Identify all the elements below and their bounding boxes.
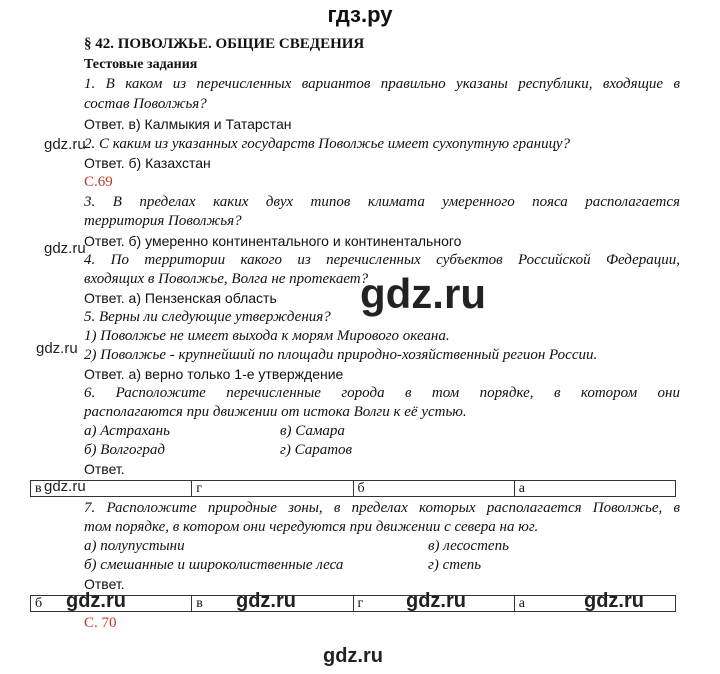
q1-text-line1: 1. В каком из перечисленных вариантов правильно указаны республики, входящие в	[84, 76, 680, 92]
q6-option: г) Саратов	[280, 442, 353, 458]
q5-text: 5. Верны ли следующие утверждения?	[84, 309, 331, 325]
q7-answer-table	[30, 595, 676, 612]
page-reference: С. 70	[84, 615, 117, 631]
watermark: gdz.ru	[236, 590, 296, 612]
table-cell: г	[353, 596, 514, 612]
table-row	[31, 481, 676, 497]
q6-text-line2: располагаются при движении от истока Волги к её устью.	[84, 404, 467, 420]
section-subheading: Тестовые задания	[84, 57, 198, 72]
q1-text-line2: состав Поволжья?	[84, 96, 207, 112]
table-cell: б	[353, 481, 514, 497]
q7-option: г) степь	[428, 557, 482, 573]
watermark: gdz.ru	[584, 590, 644, 612]
table-cell: в	[192, 596, 353, 612]
q4-text-line1: 4. По территории какого из перечисленных субъектов Российской Федерации,	[84, 252, 680, 268]
q5-statement-2: 2) Поволжье - крупнейший по площади природно-хозяйственный регион России.	[84, 347, 598, 363]
q6-option: б) Волгоград	[84, 442, 165, 458]
q2-text: 2. С каким из указанных государств Поволжье имеет сухопутную границу?	[84, 136, 571, 152]
watermark: gdz.ru	[66, 590, 126, 612]
q4-text-line2: входящих в Поволжье, Волга не протекает?	[84, 271, 369, 287]
q6-text-line1: 6. Расположите перечисленные города в том порядке, в котором они	[84, 385, 680, 401]
q7-text-line2: том порядке, в котором они чередуются при движении с севера на юг.	[84, 519, 539, 535]
q4-answer: Ответ. а) Пензенская область	[84, 290, 277, 306]
q6-option: а) Астрахань	[84, 423, 170, 439]
q3-text-line1: 3. В пределах каких двух типов климата умеренного пояса располагается	[84, 194, 680, 210]
watermark: gdz.ru	[406, 590, 466, 612]
watermark: gdz.ru	[323, 645, 383, 667]
q2-answer: Ответ. б) Казахстан	[84, 155, 211, 171]
q6-answer-label: Ответ.	[84, 461, 125, 477]
q6-answer-table	[30, 480, 676, 497]
q3-answer: Ответ. б) умеренно континентального и континентального	[84, 233, 462, 249]
table-row	[31, 596, 676, 612]
site-title: гдз.ру	[327, 2, 393, 27]
table-cell: г	[192, 481, 353, 497]
watermark: gdz.ru	[36, 340, 78, 357]
q3-text-line2: территория Поволжья?	[84, 213, 242, 229]
page-reference: С.69	[84, 174, 113, 190]
page-heading: § 42. ПОВОЛЖЬЕ. ОБЩИЕ СВЕДЕНИЯ	[84, 36, 365, 52]
q7-option: б) смешанные и широколиственные леса	[84, 557, 344, 573]
table-cell: а	[514, 596, 675, 612]
table-cell: а	[514, 481, 675, 497]
table-cell: б	[31, 596, 192, 612]
table-cell: в	[31, 481, 192, 497]
q7-answer-label: Ответ.	[84, 576, 125, 592]
q7-option: а) полупустыни	[84, 538, 185, 554]
q5-statement-1: 1) Поволжье не имеет выхода к морям Мирового океана.	[84, 328, 450, 344]
q6-option: в) Самара	[280, 423, 345, 439]
q5-answer: Ответ. а) верно только 1-е утверждение	[84, 366, 344, 382]
q7-text-line1: 7. Расположите природные зоны, в пределах которых располагается Поволжье, в	[84, 500, 680, 516]
watermark: gdz.ru	[44, 240, 86, 257]
watermark: gdz.ru	[44, 478, 86, 495]
watermark: gdz.ru	[44, 136, 86, 153]
watermark-large: gdz.ru	[360, 270, 486, 317]
q1-answer: Ответ. в) Калмыкия и Татарстан	[84, 116, 292, 132]
q7-option: в) лесостепь	[428, 538, 509, 554]
